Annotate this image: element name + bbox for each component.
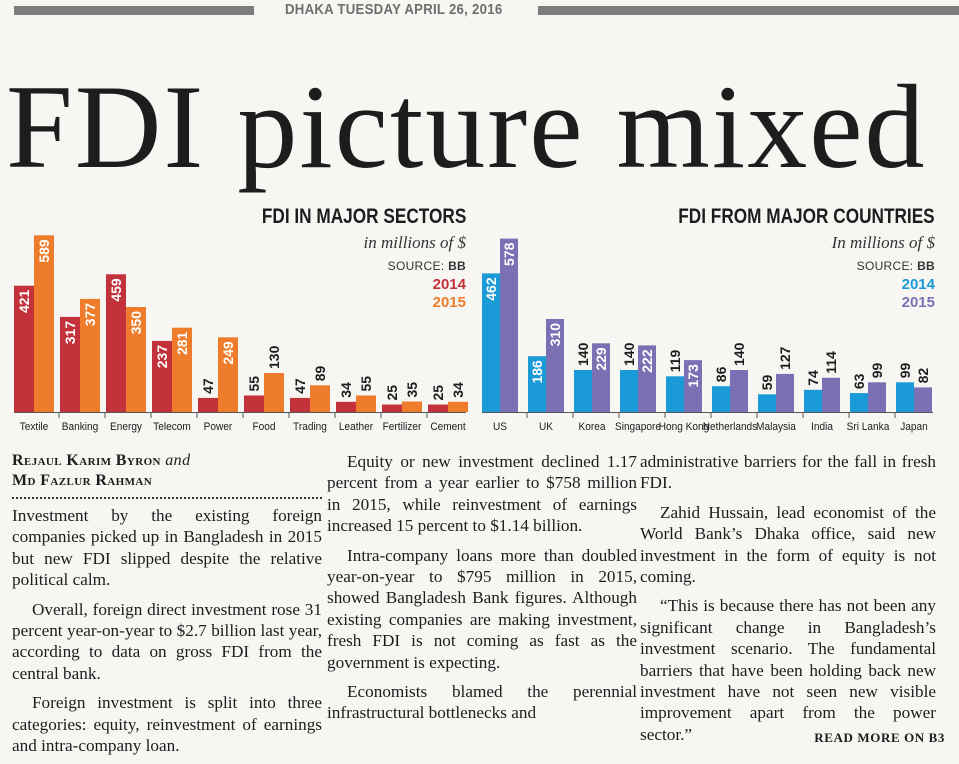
chart-source-sectors: SOURCE: BB xyxy=(387,259,466,273)
byline-divider xyxy=(12,493,322,499)
category-label: Leather xyxy=(338,420,374,434)
bar-2014-japan xyxy=(896,382,914,412)
article-column-2 xyxy=(327,451,637,732)
data-label: 99 xyxy=(897,362,913,379)
bar-2014-india xyxy=(804,390,822,412)
data-label: 59 xyxy=(759,374,775,391)
paragraph: Investment by the existing foreign companies picked up in Bangladesh in 2015 but new FDI slipped despite the relative political calm. xyxy=(12,506,322,590)
category-label: Japan xyxy=(900,420,928,434)
data-label: 55 xyxy=(358,375,374,392)
data-label: 63 xyxy=(851,373,867,390)
legend-2015-countries: 2015 xyxy=(901,294,935,311)
category-label: Sri Lanka xyxy=(846,420,890,434)
data-label: 25 xyxy=(430,384,446,401)
chart-subtitle-countries: In millions of $ xyxy=(831,233,935,252)
category-label: Food xyxy=(252,420,276,434)
bar-2015-food xyxy=(264,373,284,412)
data-label: 578 xyxy=(501,242,517,266)
data-label: 25 xyxy=(384,384,400,401)
bar-2014-food xyxy=(244,396,264,413)
paragraph: Intra-company loans more than doubled year-on-year to $795 million in 2015, showed Bangladesh Bank figures. Although existing companies are making investment, fresh FDI is not coming as fast as the government is expecting. xyxy=(327,545,637,672)
bar-2015-fertilizer xyxy=(402,402,422,413)
byline-and: and xyxy=(165,452,191,469)
data-label: 459 xyxy=(108,278,124,302)
bar-2014-sri-lanka xyxy=(850,393,868,412)
data-label: 34 xyxy=(450,382,466,398)
read-more-link[interactable]: READ MORE ON B3 xyxy=(814,730,945,745)
legend-2014-sectors: 2014 xyxy=(432,276,466,293)
data-label: 119 xyxy=(667,349,683,373)
data-label: 47 xyxy=(292,378,308,394)
paragraph: “This is because there has not been any significant change in Bangladesh’s investment scenario. The fundamental barriers that have been holding back new investment have not seen new visible improvement apart from the power sector.” xyxy=(640,596,936,744)
data-label: 377 xyxy=(82,302,98,327)
data-label: 74 xyxy=(805,370,821,386)
bar-2015-netherlands xyxy=(730,370,748,412)
data-label: 34 xyxy=(338,382,354,398)
legend-2014-countries: 2014 xyxy=(901,276,935,293)
category-label: Banking xyxy=(61,420,99,434)
data-label: 127 xyxy=(777,346,793,370)
chart-title-countries: FDI FROM MAJOR COUNTRIES xyxy=(678,205,935,228)
bar-2015-india xyxy=(822,378,840,412)
data-label: 310 xyxy=(547,323,563,347)
data-label: 229 xyxy=(593,347,609,371)
bar-2014-cement xyxy=(428,405,448,413)
byline-author-1: Rejaul Karim Byron xyxy=(12,452,161,469)
data-label: 140 xyxy=(621,342,637,366)
data-label: 86 xyxy=(713,366,729,383)
category-label: Korea xyxy=(578,420,606,434)
data-label: 186 xyxy=(529,360,545,384)
bar-2015-malaysia xyxy=(776,374,794,412)
category-label: UK xyxy=(538,420,554,434)
bar-2015-cement xyxy=(448,402,468,412)
bar-2015-leather xyxy=(356,396,376,413)
data-label: 421 xyxy=(16,289,32,314)
data-label: 130 xyxy=(266,345,282,369)
category-label: Fertilizer xyxy=(382,420,422,434)
bar-2014-leather xyxy=(336,402,356,412)
paragraph: Zahid Hussain, lead economist of the World Bank’s Dhaka office, said new investment in the form of equity is not coming. xyxy=(640,502,936,587)
category-label: Malaysia xyxy=(756,420,796,434)
data-label: 462 xyxy=(483,277,499,301)
paragraph: Foreign investment is split into three categories: equity, reinvestment of earnings and intra-company loan. xyxy=(12,693,322,756)
article-column-1 xyxy=(12,451,322,764)
category-label: US xyxy=(492,420,508,434)
data-label: 173 xyxy=(685,364,701,388)
paragraph: Overall, foreign direct investment rose 31 percent year-on-year to $2.7 billion last year, according to data on gross FDI from the central bank. xyxy=(12,599,322,683)
category-label: India xyxy=(811,420,833,434)
category-label: Telecom xyxy=(153,420,191,434)
category-label: Singapore xyxy=(614,420,662,434)
chart-title-sectors: FDI IN MAJOR SECTORS xyxy=(261,205,466,228)
bar-2014-trading xyxy=(290,398,310,412)
bar-2014-hong-kong xyxy=(666,376,684,412)
data-label: 47 xyxy=(200,378,216,394)
bar-2014-netherlands xyxy=(712,386,730,412)
category-label: Energy xyxy=(109,420,143,434)
data-label: 140 xyxy=(731,342,747,366)
data-label: 35 xyxy=(404,381,420,398)
data-label: 350 xyxy=(128,311,144,335)
data-label: 82 xyxy=(915,367,931,384)
data-label: 237 xyxy=(154,344,170,369)
data-label: 222 xyxy=(639,349,655,373)
bar-2015-japan xyxy=(914,387,932,412)
chart-subtitle-sectors: in millions of $ xyxy=(363,233,466,252)
data-label: 55 xyxy=(246,375,262,392)
data-label: 589 xyxy=(36,239,52,263)
data-label: 317 xyxy=(62,320,78,345)
category-label: Netherlands xyxy=(702,420,758,434)
headline: FDI picture mixed xyxy=(6,60,927,193)
data-label: 249 xyxy=(220,341,236,365)
byline-author-2: Md Fazlur Rahman xyxy=(12,472,153,489)
paragraph: administrative barriers for the fall in fresh FDI. xyxy=(640,452,936,493)
article-column-3 xyxy=(640,451,936,753)
category-label: Cement xyxy=(430,420,466,434)
category-label: Trading xyxy=(293,420,327,434)
data-label: 140 xyxy=(575,342,591,366)
data-label: 114 xyxy=(823,351,839,374)
paragraph: Equity or new investment declined 1.17 percent from a year earlier to $758 million in 2015, while reinvestment of earnings increased 15 percent to $1.14 billion. xyxy=(327,452,637,536)
bar-2015-sri-lanka xyxy=(868,382,886,412)
category-label: Hong Kong xyxy=(658,420,710,434)
bar-2014-power xyxy=(198,398,218,412)
paragraph: Economists blamed the perennial infrastructural bottlenecks and xyxy=(327,682,637,723)
bar-2014-fertilizer xyxy=(382,405,402,413)
bar-2014-singapore xyxy=(620,370,638,412)
legend-2015-sectors: 2015 xyxy=(432,294,466,311)
dateline: DHAKA TUESDAY APRIL 26, 2016 xyxy=(285,1,503,18)
category-label: Textile xyxy=(19,420,49,434)
bar-2015-trading xyxy=(310,385,330,412)
data-label: 99 xyxy=(869,362,885,379)
chart-source-countries: SOURCE: BB xyxy=(856,259,935,273)
byline xyxy=(12,451,322,491)
data-label: 281 xyxy=(174,331,190,356)
category-label: Power xyxy=(203,420,233,434)
bar-2014-korea xyxy=(574,370,592,412)
bar-2014-malaysia xyxy=(758,394,776,412)
data-label: 89 xyxy=(312,365,328,382)
